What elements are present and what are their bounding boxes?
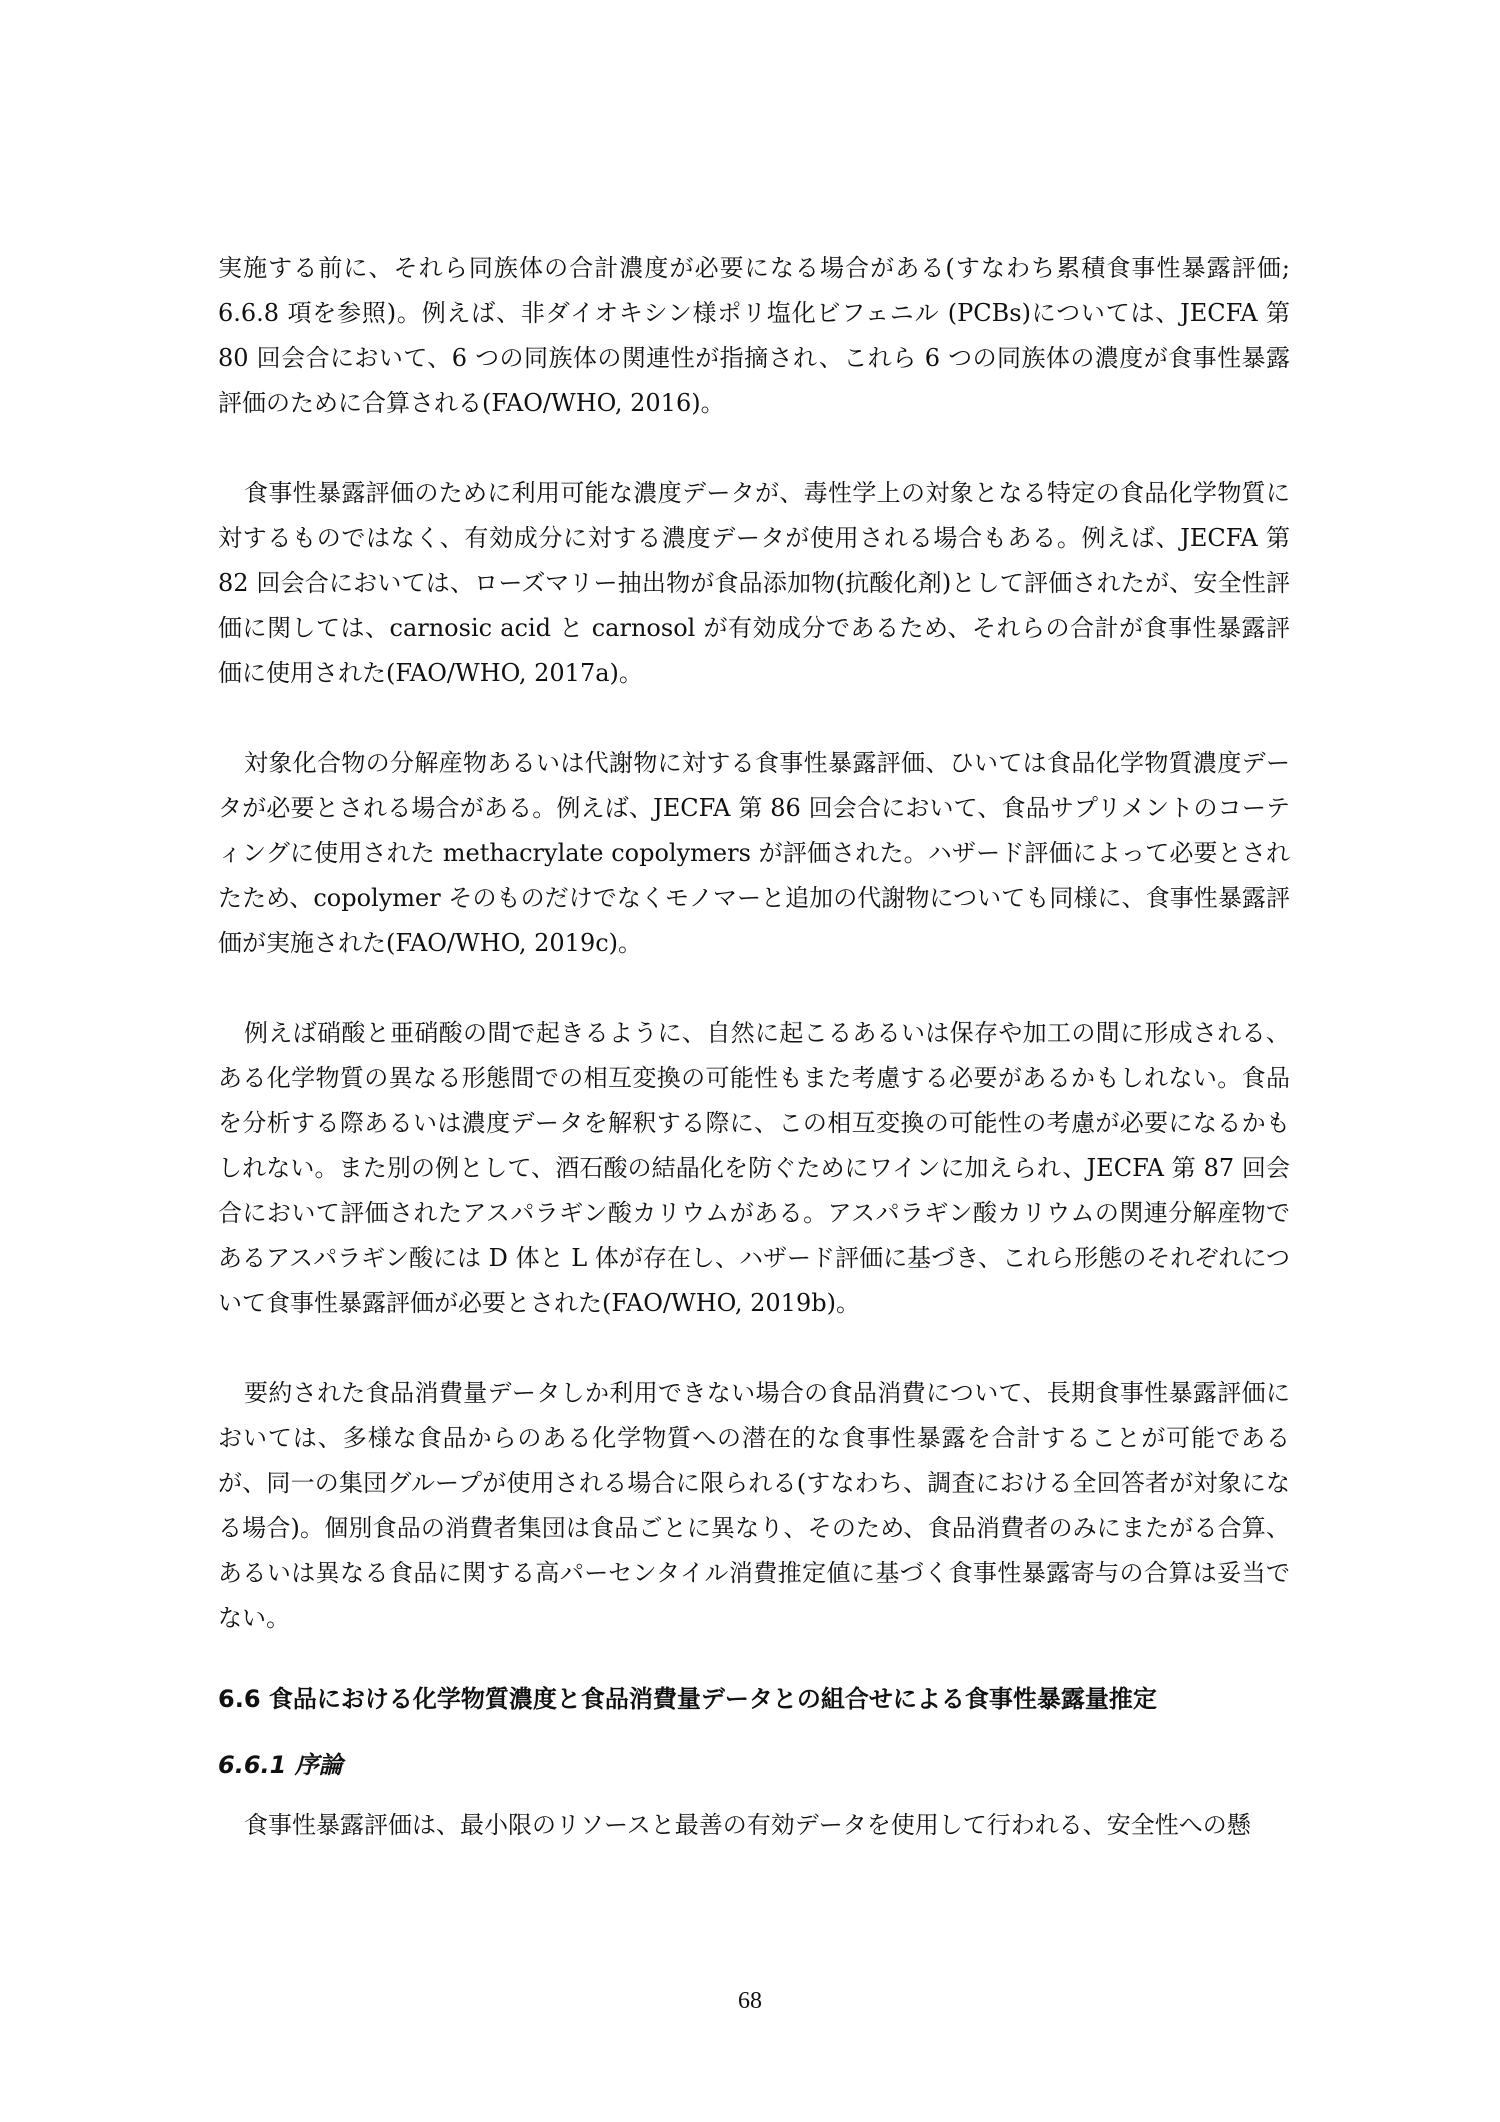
- paragraph-introduction: 食事性暴露評価は、最小限のリソースと最善の有効データを使用して行われる、安全性への懸: [244, 1811, 1251, 1839]
- section-heading: 6.6 食品における化学物質濃度と食品消費量データとの組合せによる食事性暴露量推定: [218, 1685, 1157, 1713]
- document-body: [218, 246, 1290, 1848]
- subsection-heading: 6.6.1 序論: [218, 1751, 343, 1779]
- page-number: 68: [738, 1988, 762, 2014]
- paragraph-metabolites: 対象化合物の分解産物あるいは代謝物に対する食事性暴露評価、ひいては食品化学物質濃度データが必要とされる場合がある。例えば、JECFA 第 86 回会合において、食品サプリメントのコーティングに使用された methacrylate copolymers が評価された。ハザード評価によって必要とされたため、copolymer そのものだけでなくモノマーと追加の代謝物についても同様に、食事性暴露評価が実施された(FAO/WHO, 2019c)。: [218, 749, 1290, 957]
- paragraph-cumulative-exposure: 実施する前に、それら同族体の合計濃度が必要になる場合がある(すなわち累積食事性暴露評価; 6.6.8 項を参照)。例えば、非ダイオキシン様ポリ塩化ビフェニル (PCBs)については、JECFA 第 80 回会合において、6 つの同族体の関連性が指摘され、これら 6 つの同族体の濃度が食事性暴露評価のために合算される(FAO/WHO, 2016)。: [218, 254, 1290, 417]
- paragraph-interconversion: 例えば硝酸と亜硝酸の間で起きるように、自然に起こるあるいは保存や加工の間に形成される、ある化学物質の異なる形態間での相互変換の可能性もまた考慮する必要があるかもしれない。食品を分析する際あるいは濃度データを解釈する際に、この相互変換の可能性の考慮が必要になるかもしれない。また別の例として、酒石酸の結晶化を防ぐためにワインに加えられ、JECFA 第 87 回会合において評価されたアスパラギン酸カリウムがある。アスパラギン酸カリウムの関連分解産物であるアスパラギン酸には D 体と L 体が存在し、ハザード評価に基づき、これら形態のそれぞれについて食事性暴露評価が必要とされた(FAO/WHO, 2019b)。: [218, 1019, 1290, 1317]
- paragraph-active-ingredient: 食事性暴露評価のために利用可能な濃度データが、毒性学上の対象となる特定の食品化学物質に対するものではなく、有効成分に対する濃度データが使用される場合もある。例えば、JECFA 第 82 回会合においては、ローズマリー抽出物が食品添加物(抗酸化剤)として評価されたが、安全性評価に関しては、carnosic acid と carnosol が有効成分であるため、それらの合計が食事性暴露評価に使用された(FAO/WHO, 2017a)。: [218, 479, 1290, 687]
- paragraph-summarized-consumption: 要約された食品消費量データしか利用できない場合の食品消費について、長期食事性暴露評価においては、多様な食品からのある化学物質への潜在的な食事性暴露を合計することが可能であるが、同一の集団グループが使用される場合に限られる(すなわち、調査における全回答者が対象になる場合)。個別食品の消費者集団は食品ごとに異なり、そのため、食品消費者のみにまたがる合算、あるいは異なる食品に関する高パーセンタイル消費推定値に基づく食事性暴露寄与の合算は妥当でない。: [218, 1379, 1290, 1632]
